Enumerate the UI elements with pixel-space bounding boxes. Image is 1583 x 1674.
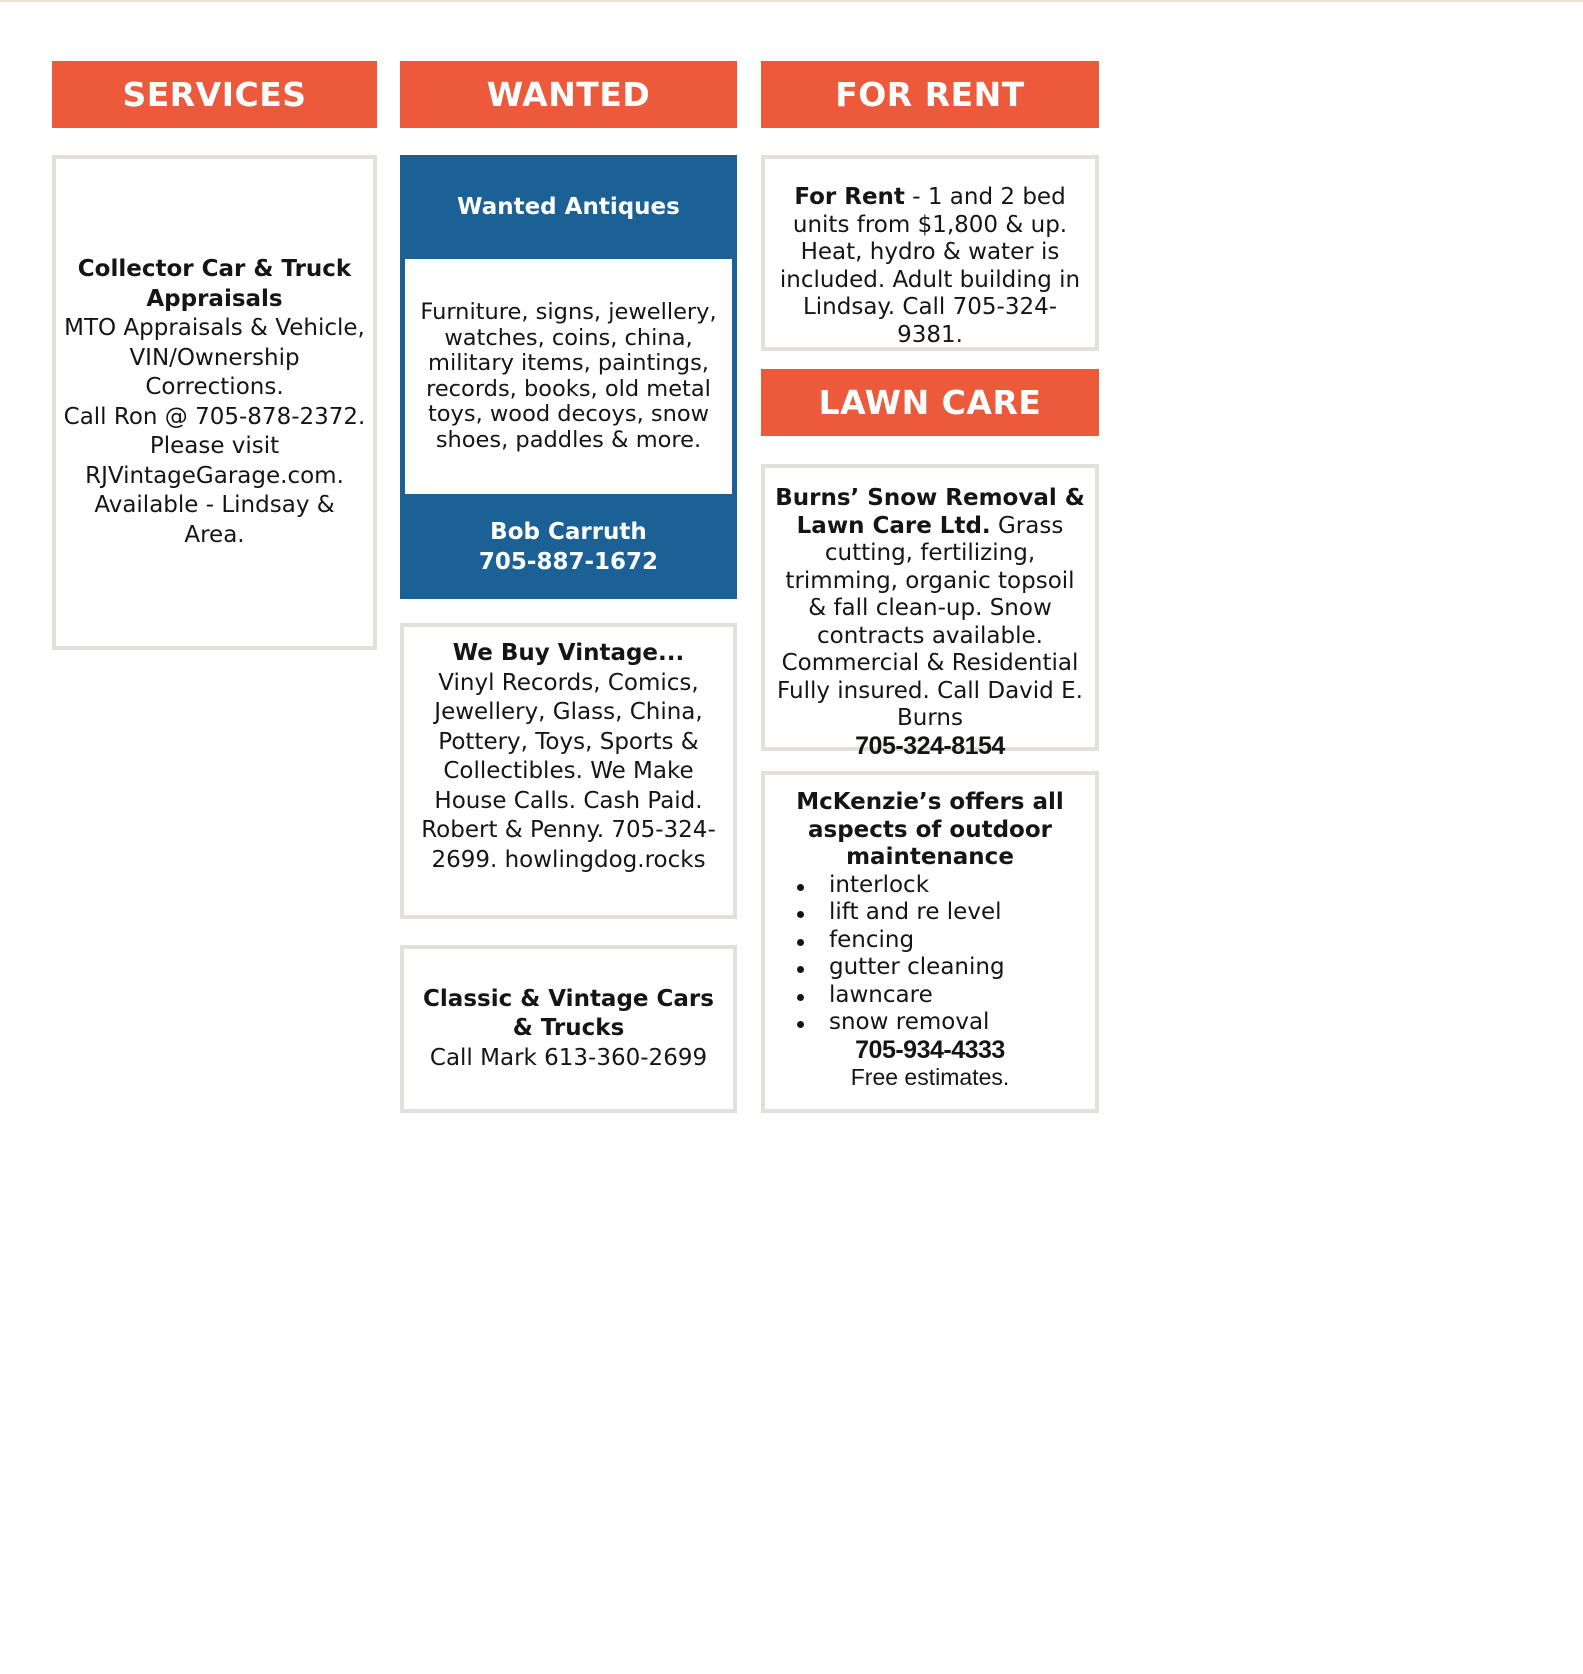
ad-line: RJVintageGarage.com. — [85, 462, 344, 489]
mckenzie-outdoor-maintenance-ad — [761, 771, 1099, 1113]
ad-line: MTO Appraisals & Vehicle, — [64, 315, 365, 341]
burns-snow-removal-ad — [761, 464, 1099, 760]
ad-contact — [400, 494, 737, 599]
ad-title: Burns’ Snow Removal & Lawn Care Ltd. — [775, 485, 1085, 539]
we-buy-vintage-ad — [400, 623, 737, 919]
classic-vintage-cars-ad — [400, 945, 737, 1113]
contact-name: Bob Carruth — [490, 518, 647, 545]
list-item: gutter cleaning — [793, 954, 1085, 982]
ad-line: Please visit — [149, 433, 280, 459]
ad-line: Call Ron @ 705-878-2372. — [63, 403, 366, 430]
ad-line: VIN/Ownership — [129, 344, 300, 371]
list-item: interlock — [793, 872, 1085, 900]
ad-phone: 705-324-8154 — [855, 731, 1005, 760]
for-rent-header: FOR RENT — [761, 61, 1099, 128]
ad-phone: 705-934-4333 — [855, 1035, 1005, 1064]
ad-line: Corrections. — [145, 374, 284, 400]
ad-title: We Buy Vintage... — [452, 640, 685, 666]
ad-body: Grass cutting, fertilizing, trimming, organic topsoil & fall clean-up. Snow contracts available. Commercial & Residential Fully insured. Call David E. Burns — [777, 512, 1083, 731]
ad-title: Classic & Vintage Cars & Trucks — [423, 985, 714, 1042]
lawn-care-header: LAWN CARE — [761, 369, 1099, 436]
ad-body: Furniture, signs, jewellery, watches, coins, china, military items, paintings, records, books, old metal toys, wood decoys, snow shoes, paddles & more. — [405, 259, 732, 494]
list-item: lawncare — [793, 982, 1085, 1010]
ad-body: Call Mark 613-360-2699 — [429, 1044, 708, 1071]
ad-title: Wanted Antiques — [457, 194, 680, 220]
top-rule — [0, 0, 1583, 2]
collector-car-appraisals-ad — [52, 155, 377, 650]
contact-phone: 705-887-1672 — [478, 548, 659, 575]
ad-body: - 1 and 2 bed units from $1,800 & up. Heat, hydro & water is included. Adult building in Lindsay. Call 705-324-9381. — [779, 184, 1081, 348]
ad-lead: For Rent — [794, 184, 905, 210]
wanted-header: WANTED — [400, 61, 737, 128]
ad-body: Vinyl Records, Comics, Jewellery, Glass, China, Pottery, Toys, Sports & Collectibles. We Make House Calls. Cash Paid. Robert & Penny. 705-324-2699. howlingdog.rocks — [421, 669, 716, 873]
ad-title: Collector Car & Truck Appraisals — [77, 256, 352, 312]
service-list — [775, 872, 1085, 1037]
ad-note: Free estimates. — [850, 1064, 1010, 1090]
ad-line: Available - Lindsay & Area. — [94, 492, 335, 548]
list-item: snow removal — [793, 1009, 1085, 1037]
list-item: lift and re level — [793, 899, 1085, 927]
services-header: SERVICES — [52, 61, 377, 128]
for-rent-ad — [761, 155, 1099, 351]
list-item: fencing — [793, 927, 1085, 955]
wanted-antiques-ad — [400, 155, 737, 599]
ad-title: McKenzie’s offers all aspects of outdoor maintenance — [796, 789, 1064, 870]
